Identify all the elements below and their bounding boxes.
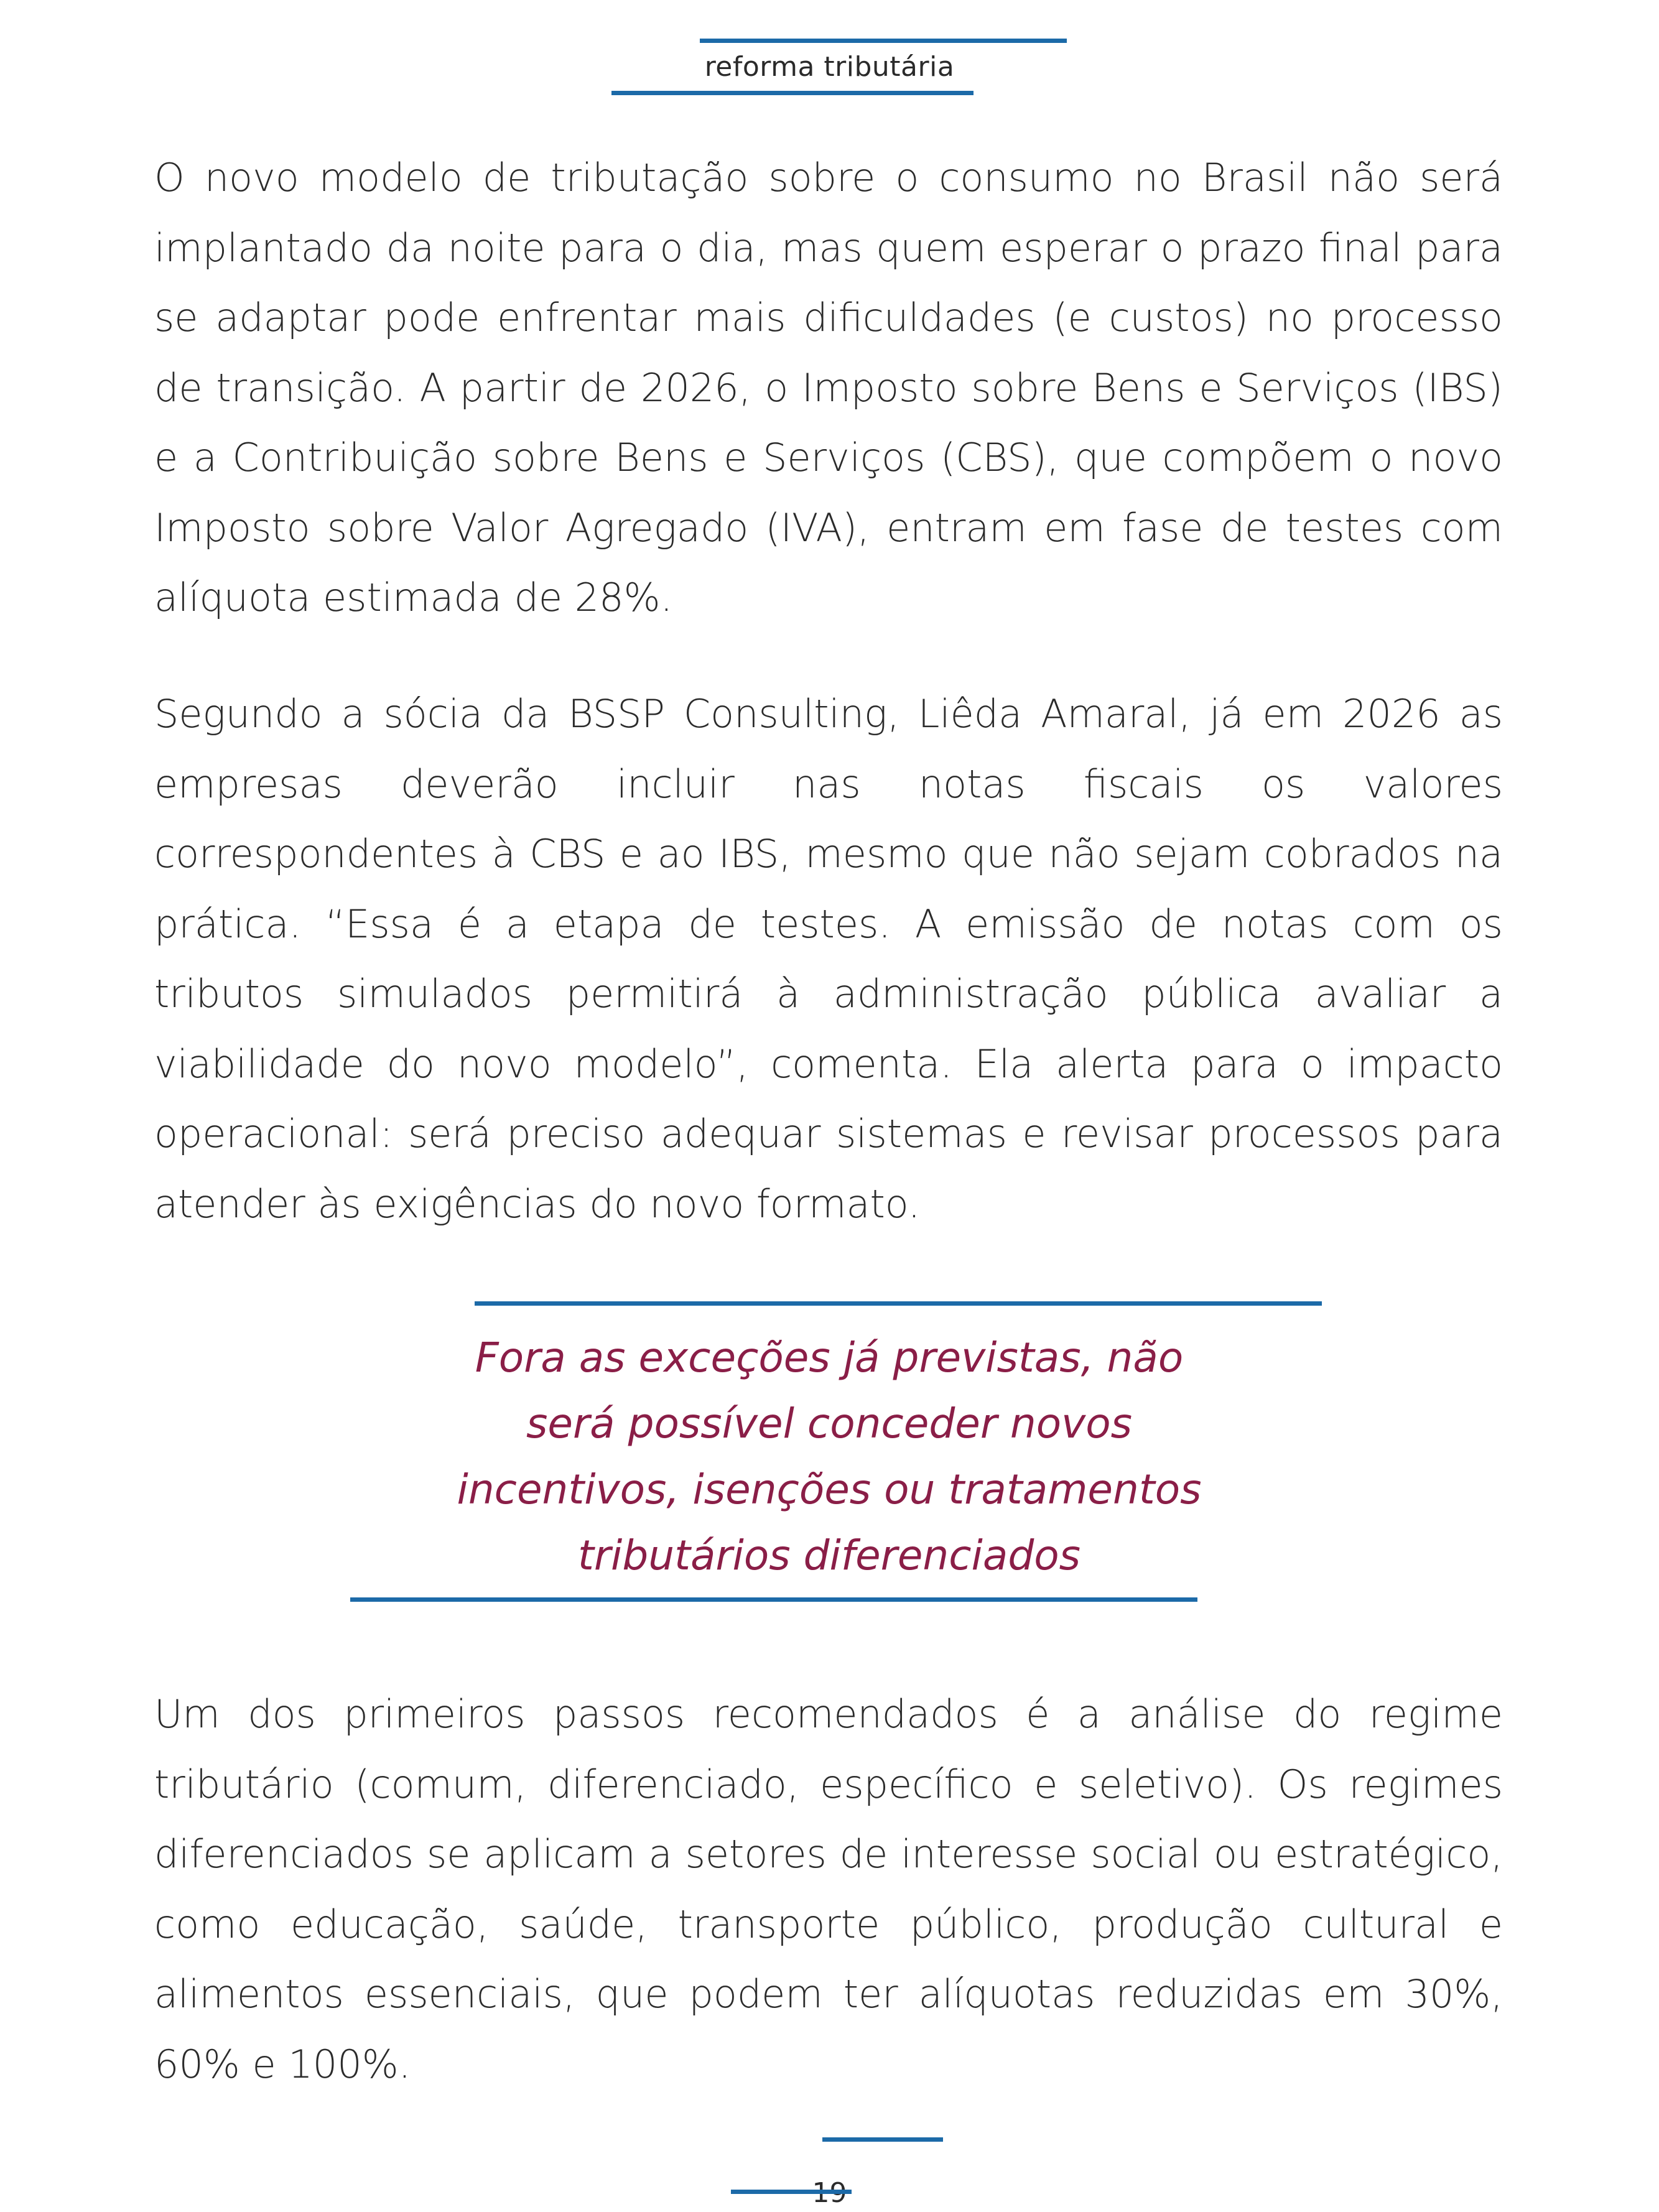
header-rule-top: [700, 39, 1067, 43]
paragraph-bssp: Segundo a sócia da BSSP Consulting, Liêda Amaral, já em 2026 as empresas deverão incluir nas notas fiscais os valores correspondentes à CBS e ao IBS, mesmo que não sejam cobrados na prática. “Essa é a etapa de testes. A emissão de notas com os tributos simulados permitirá à administração pública avaliar a viabilidade do novo modelo”, comenta. Ela alerta para o impacto operacional: será preciso adequar sistemas e revisar processos para atender às exigências do novo formato.: [154, 691, 1503, 1227]
quote-rule-top: [475, 1301, 1322, 1306]
footer-rule-top: [822, 2137, 943, 2142]
quote-rule-bottom: [350, 1597, 1197, 1602]
footer-rule-bottom: [731, 2190, 852, 2194]
pull-quote: Fora as exceções já previstas, não será possível conceder novos incentivos, isenções ou tratamentos tributários diferenciados: [457, 1334, 1202, 1579]
running-header: reforma tributária: [704, 51, 955, 83]
header-rule-bottom: [611, 91, 974, 95]
paragraph-regimes: Um dos primeiros passos recomendados é a análise do regime tributário (comum, diferenciado, específico e seletivo). Os regimes diferenciados se aplicam a setores de interesse social ou estratégico, como educação, saúde, transporte público, produção cultural e alimentos essenciais, que podem ter alíquotas reduzidas em 30%, 60% e 100%.: [154, 1691, 1503, 2087]
paragraph-intro: O novo modelo de tributação sobre o consumo no Brasil não será implantado da noite para o dia, mas quem esperar o prazo final para se adaptar pode enfrentar mais dificuldades (e custos) no processo de transição. A partir de 2026, o Imposto sobre Bens e Serviços (IBS) e a Contribuição sobre Bens e Serviços (CBS), que compõem o novo Imposto sobre Valor Agregado (IVA), entram em fase de testes com alíquota estimada de 28%.: [154, 155, 1503, 620]
